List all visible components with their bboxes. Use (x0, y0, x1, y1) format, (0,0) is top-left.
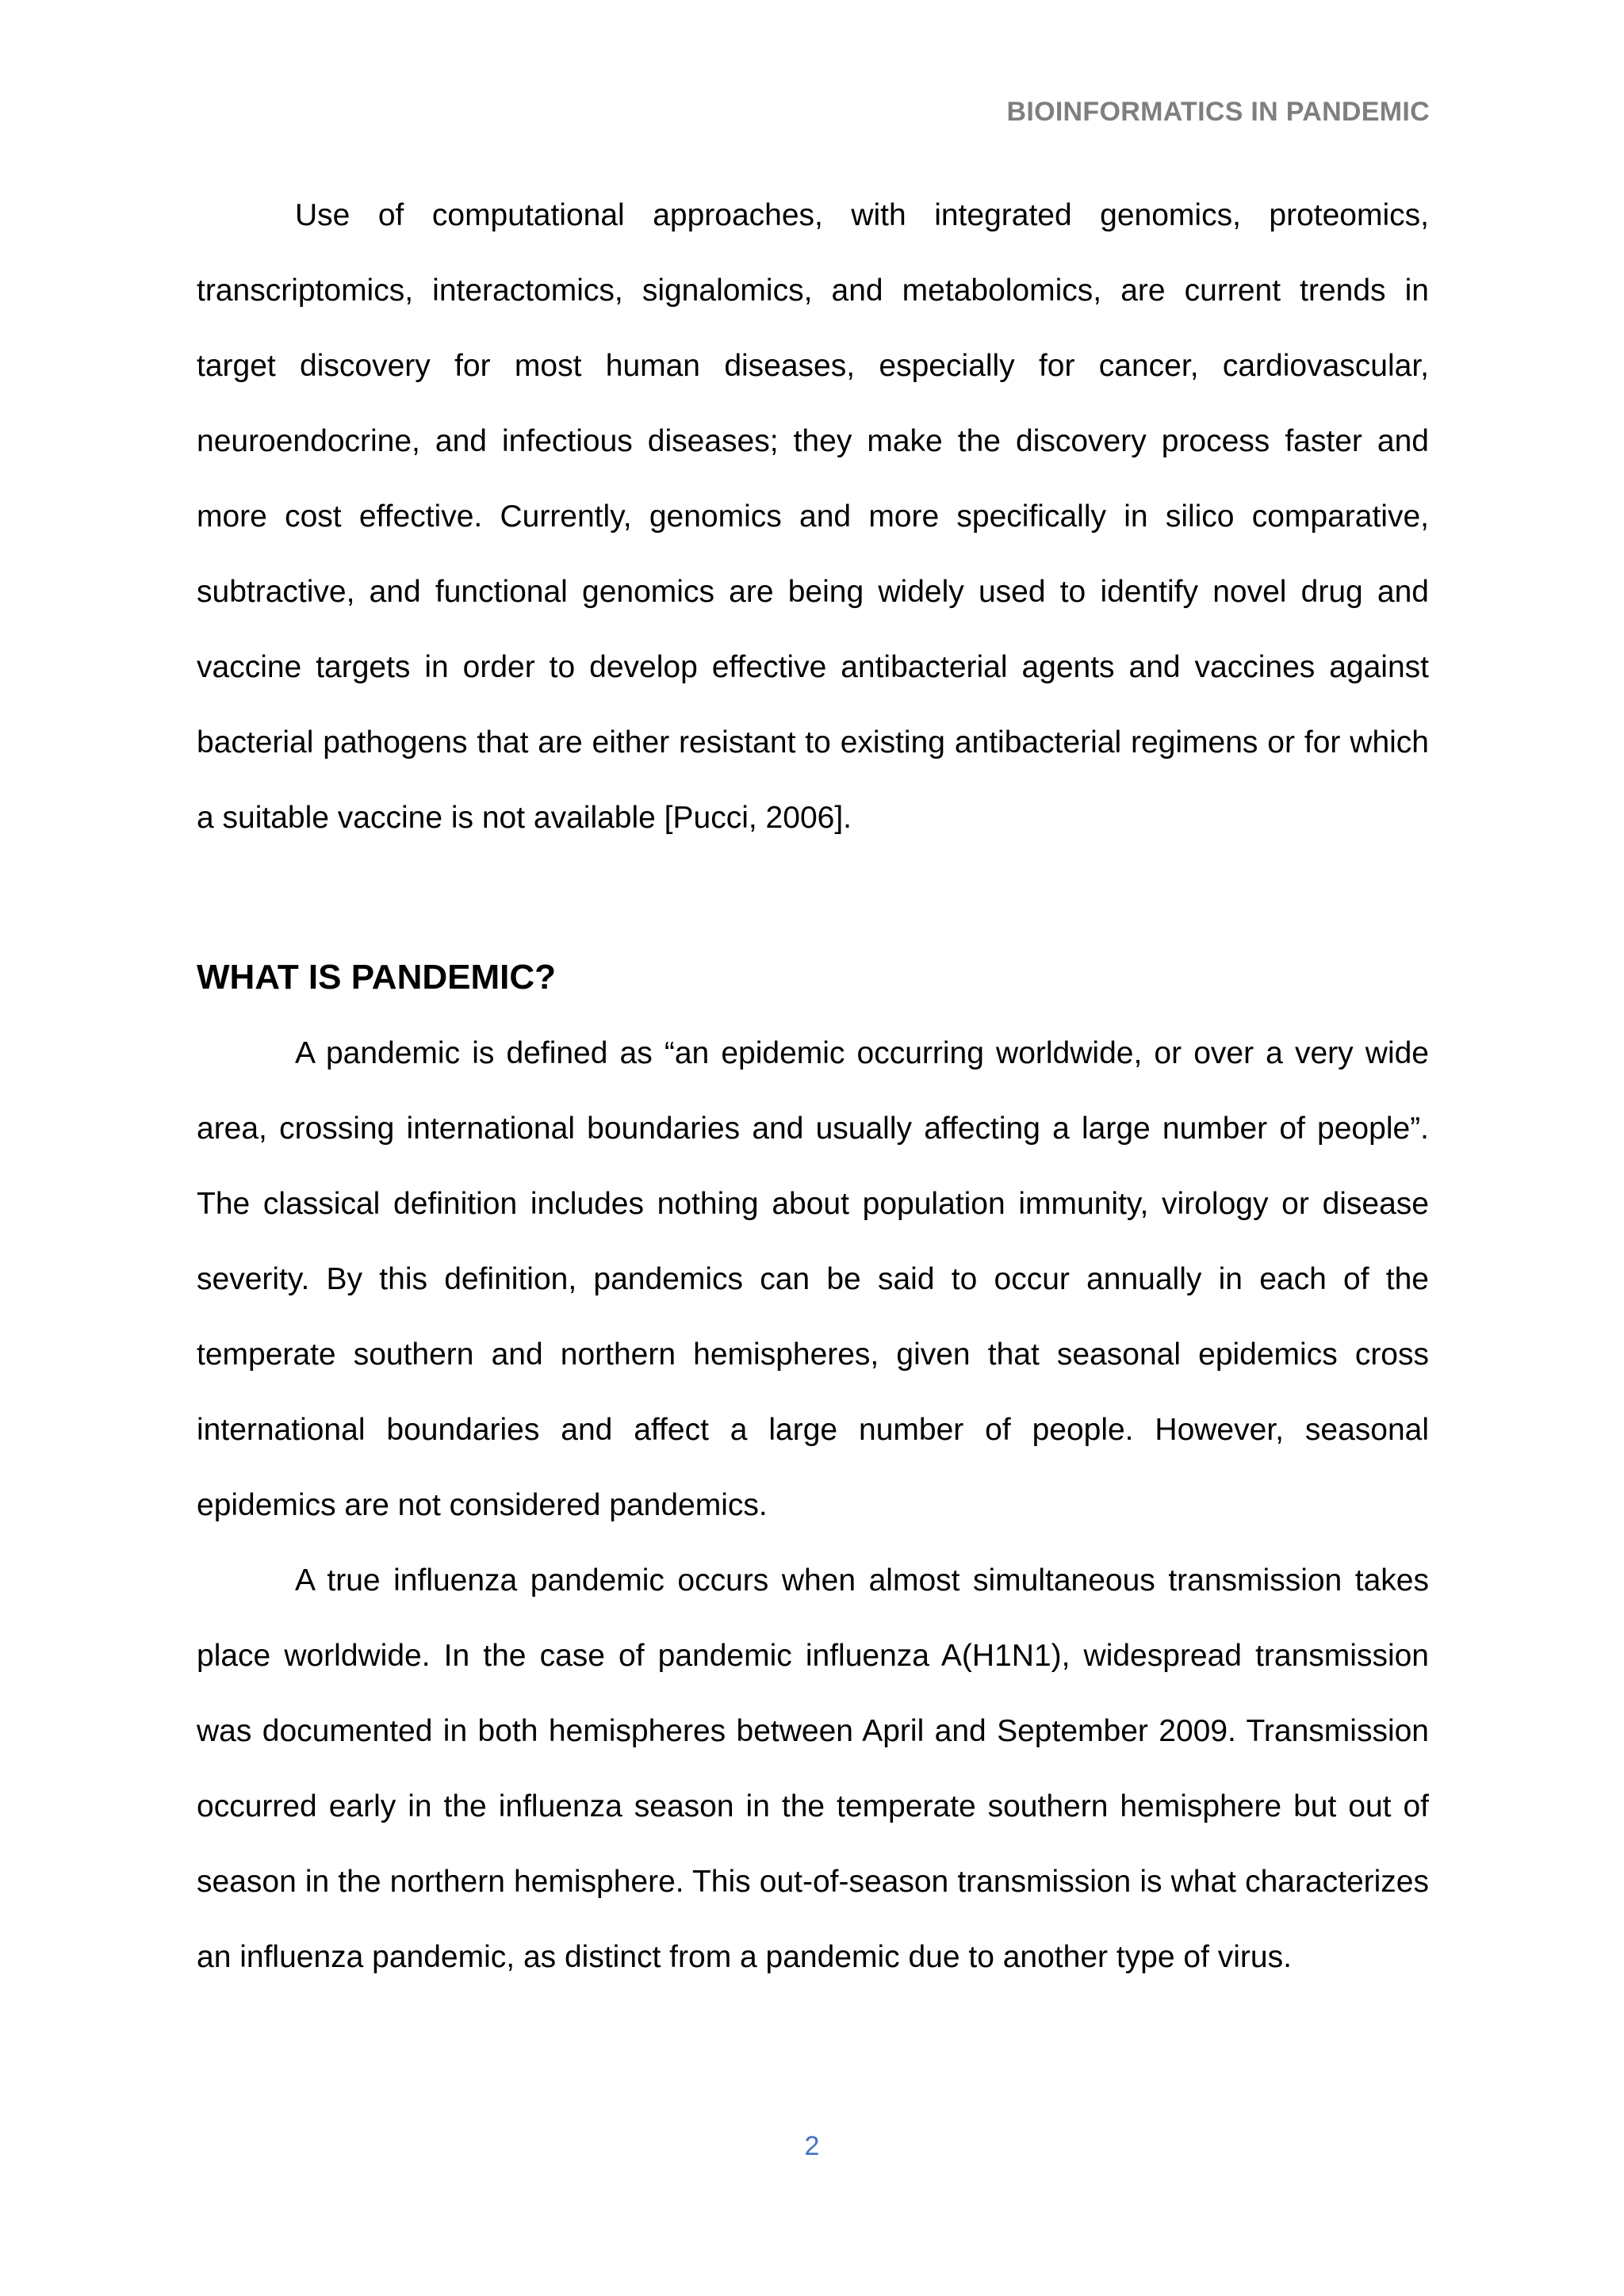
body-text (197, 178, 1429, 1995)
intro-paragraph: Use of computational approaches, with integrated genomics, proteomics, transcriptomics, interactomics, signalomics, and metabolomics, are current trends in target discovery for most human diseases, especially for cancer, cardiovascular, neuroendocrine, and infectious diseases; they make the discovery process faster and more cost effective. Currently, genomics and more specifically in silico comparative, subtractive, and functional genomics are being widely used to identify novel drug and vaccine targets in order to develop effective antibacterial agents and vaccines against bacterial pathogens that are either resistant to existing antibacterial regimens or for which a suitable vaccine is not available [Pucci, 2006]. (197, 198, 1429, 835)
section-paragraph-1: A pandemic is defined as “an epidemic occurring worldwide, or over a very wide area, crossing international boundaries and usually affecting a large number of people”. The classical definition includes nothing about population immunity, virology or disease severity. By this definition, pandemics can be said to occur annually in each of the temperate southern and northern hemispheres, given that seasonal epidemics cross international boundaries and affect a large number of people. However, seasonal epidemics are not considered pandemics. (197, 1036, 1429, 1522)
section-heading: WHAT IS PANDEMIC? (197, 958, 556, 997)
section-paragraph-2: A true influenza pandemic occurs when almost simultaneous transmission takes place worldwide. In the case of pandemic influenza A(H1N1), widespread transmission was documented in both hemispheres between April and September 2009. Transmission occurred early in the influenza season in the temperate southern hemisphere but out of season in the northern hemisphere. This out-of-season transmission is what characterizes an influenza pandemic, as distinct from a pandemic due to another type of virus. (197, 1563, 1429, 1974)
running-header: BIOINFORMATICS IN PANDEMIC (1006, 97, 1430, 127)
page-number: 2 (804, 2131, 820, 2161)
